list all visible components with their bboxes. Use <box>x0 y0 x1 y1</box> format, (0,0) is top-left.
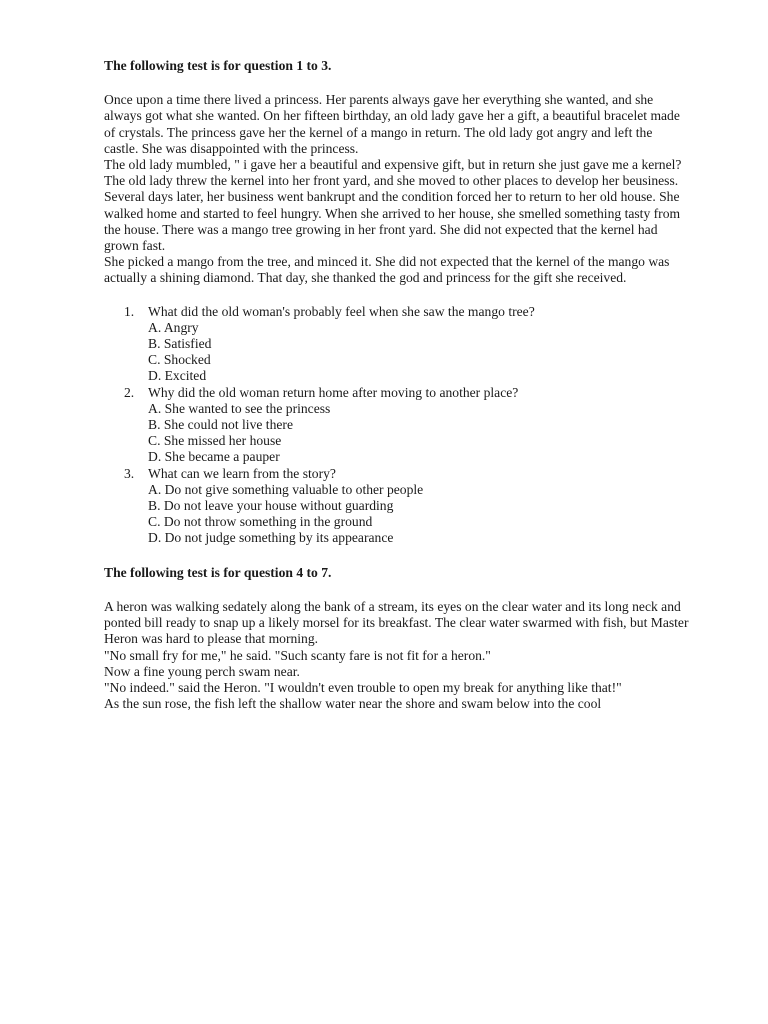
answer-option: C. Shocked <box>148 352 211 368</box>
passage-paragraph: As the sun rose, the fish left the shallow water near the shore and swam below into the cool <box>104 696 602 712</box>
answer-option: B. Do not leave your house without guarding <box>148 498 394 514</box>
section-heading: The following test is for question 4 to 7. <box>104 564 332 580</box>
passage-paragraph: She picked a mango from the tree, and minced it. She did not expected that the kernel of the mango was actually a shining diamond. That day, she thanked the god and princess for the gift she received. <box>104 254 670 286</box>
passage-paragraph: The old lady threw the kernel into her front yard, and she moved to other places to develop her beusiness. <box>104 173 679 189</box>
question-number: 3. <box>124 465 135 481</box>
answer-option: C. She missed her house <box>148 433 282 449</box>
passage-paragraph: The old lady mumbled, " i gave her a beautiful and expensive gift, but in return she just gave me a kernel? <box>104 157 682 173</box>
question-number: 1. <box>124 303 135 319</box>
section-2 <box>104 565 690 713</box>
answer-option: B. Satisfied <box>148 336 212 352</box>
question-number: 2. <box>124 384 135 400</box>
reading-passage <box>104 599 690 712</box>
reading-passage <box>104 92 690 286</box>
question-list <box>104 304 690 547</box>
document-page <box>104 58 690 729</box>
answer-option: B. She could not live there <box>148 417 293 433</box>
passage-paragraph: "No indeed." said the Heron. "I wouldn't even trouble to open my break for anything like that!" <box>104 679 622 695</box>
question-text: What can we learn from the story? <box>148 465 336 481</box>
answer-option: C. Do not throw something in the ground <box>148 514 373 530</box>
answer-option: D. Excited <box>148 368 207 384</box>
question-text: Why did the old woman return home after moving to another place? <box>148 384 519 400</box>
question-item <box>104 304 690 385</box>
option-list <box>104 320 690 385</box>
answer-option: A. She wanted to see the princess <box>148 400 331 416</box>
question-item <box>104 385 690 466</box>
passage-paragraph: Several days later, her business went bankrupt and the condition forced her to return to her old house. She walked home and started to feel hungry. When she arrived to her house, she smelled something tasty from the house. There was a mango tree growing in her front yard. She did not expected that the kernel had grown fast. <box>104 189 681 254</box>
answer-option: D. Do not judge something by its appearance <box>148 530 394 546</box>
section-1 <box>104 58 690 547</box>
answer-option: A. Angry <box>148 319 199 335</box>
answer-option: D. She became a pauper <box>148 449 280 465</box>
passage-paragraph: Now a fine young perch swam near. <box>104 663 300 679</box>
question-text: What did the old woman's probably feel when she saw the mango tree? <box>148 303 535 319</box>
option-list <box>104 482 690 547</box>
passage-paragraph: "No small fry for me," he said. "Such scanty fare is not fit for a heron." <box>104 647 491 663</box>
question-item <box>104 466 690 547</box>
section-heading: The following test is for question 1 to 3. <box>104 58 332 73</box>
answer-option: A. Do not give something valuable to other people <box>148 481 424 497</box>
passage-paragraph: A heron was walking sedately along the bank of a stream, its eyes on the clear water and its long neck and ponted bill ready to snap up a likely morsel for its breakfast. The clear water swarmed with fish, but Master Heron was hard to please that morning. <box>104 598 689 647</box>
option-list <box>104 401 690 466</box>
passage-paragraph: Once upon a time there lived a princess. Her parents always gave her everything she wanted, and she always got what she wanted. On her fifteen birthday, an old lady gave her a gift, a beautiful bracelet made of crystals. The princess gave her the kernel of a mango in return. The old lady got angry and left the castle. She was disappointed with the princess. <box>104 92 680 156</box>
